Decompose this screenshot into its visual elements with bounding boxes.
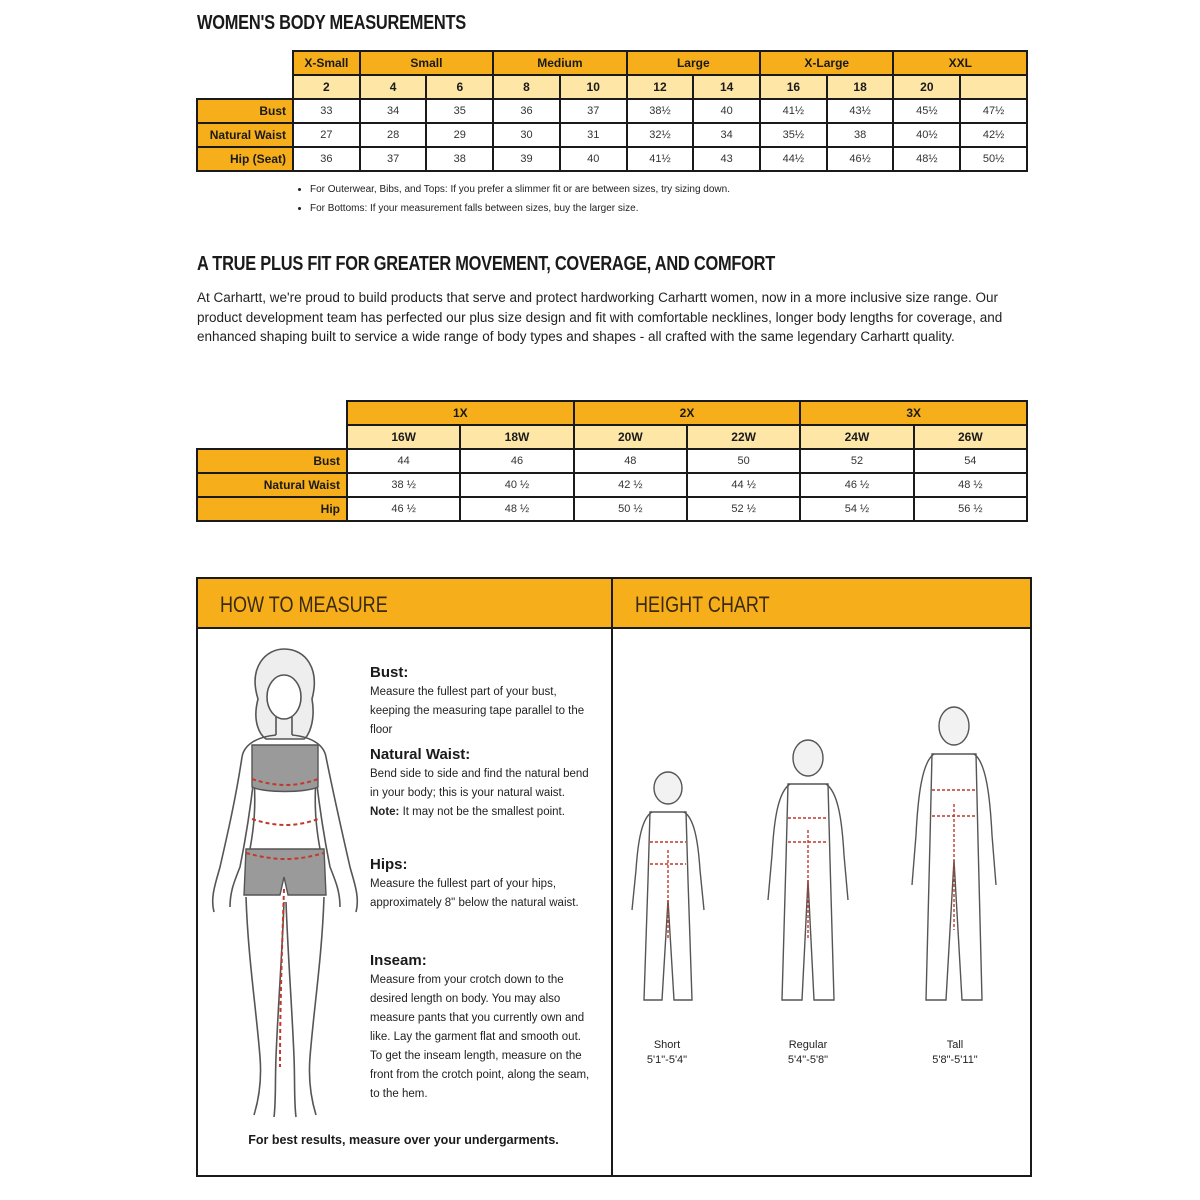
height-name: Short [653,1039,681,1051]
table-row [197,497,1027,521]
plus-size-table [196,400,1028,522]
size-number-row [197,75,1027,99]
table-row [197,473,1027,497]
note-item: • For Bottoms: If your measurement falls between sizes, buy the larger size. [310,199,1030,218]
size-number: 18 [827,75,894,99]
height-name: Regular [788,1039,828,1051]
table-cell: 36 [293,147,360,171]
table-cell: 43½ [827,99,894,123]
table-cell: 28 [360,123,427,147]
table-cell: 31 [560,123,627,147]
table-cell: 41½ [627,147,694,171]
size-number: 8 [493,75,560,99]
table-cell: 50½ [960,147,1027,171]
size-number: 16W [347,425,460,449]
measure-text: Measure from your crotch down to the desired length on body. You may also measure pants that you currently own and like. Lay the garment flat and smooth out. To get the inseam length, measure on the front from the crotch point, along the seam, to the hem. [370,974,590,1100]
figure-tall [912,707,996,1000]
measure-note [370,803,590,822]
size-number: 20W [574,425,687,449]
table-cell: 36 [493,99,560,123]
table-cell: 48 ½ [460,497,573,521]
size-number: 16 [760,75,827,99]
table-cell: 39 [493,147,560,171]
table-cell: 35 [426,99,493,123]
table-row [197,449,1027,473]
measure-heading: Bust: [370,664,409,681]
table-cell: 34 [360,99,427,123]
measure-waist [370,746,590,822]
table-cell: 47½ [960,99,1027,123]
size-number: 24W [800,425,913,449]
body-figure-illustration [196,627,376,1137]
table-cell: 54 [914,449,1027,473]
table-cell: 38 [426,147,493,171]
row-label: Hip (Seat) [197,147,293,171]
height-range: 5'8"-5'11" [932,1054,978,1066]
measure-bust [370,664,590,740]
how-to-measure-title: HOW TO MEASURE [220,592,388,617]
table-cell: 54 ½ [800,497,913,521]
table-cell: 38½ [627,99,694,123]
row-label: Hip [197,497,347,521]
table-cell: 34 [693,123,760,147]
table-row [197,123,1027,147]
size-group: 2X [574,401,801,425]
size-group: Large [627,51,760,75]
table-cell: 44 [347,449,460,473]
table-cell: 38 ½ [347,473,460,497]
table-cell: 40 [560,147,627,171]
size-number: 10 [560,75,627,99]
panel-header [198,579,613,629]
measure-text: Bend side to side and find the natural bend in your body; this is your natural waist. [370,768,589,799]
table-cell: 46 ½ [800,473,913,497]
size-group-row [197,401,1027,425]
measure-text: Measure the fullest part of your bust, keeping the measuring tape parallel to the floor [370,686,585,736]
note-label: Note: [370,806,400,818]
table-row [197,147,1027,171]
measure-inseam [370,952,590,1104]
table-cell: 40 [693,99,760,123]
size-group: X-Large [760,51,893,75]
sizing-notes [292,180,1030,218]
row-label: Natural Waist [197,473,347,497]
note-item: • For Outerwear, Bibs, and Tops: If you prefer a slimmer fit or are between sizes, try sizing down. [310,180,1030,199]
table-cell: 42½ [960,123,1027,147]
note-text: It may not be the smallest point. [399,806,565,818]
table-cell: 38 [827,123,894,147]
measure-heading: Natural Waist: [370,746,471,763]
table-cell: 50 ½ [574,497,687,521]
table-cell: 40½ [893,123,960,147]
size-group: Medium [493,51,626,75]
size-number: 2 [293,75,360,99]
table-cell: 32½ [627,123,694,147]
figure-short [632,772,704,1000]
height-name: Tall [946,1039,964,1051]
table-cell: 52 ½ [687,497,800,521]
table-cell: 48 [574,449,687,473]
table-row [197,99,1027,123]
height-figures-illustration [612,700,1028,1020]
size-group: 3X [800,401,1027,425]
table-cell: 42 ½ [574,473,687,497]
height-caption-short [622,1038,712,1068]
size-number: 6 [426,75,493,99]
table-cell: 46 ½ [347,497,460,521]
row-label: Bust [197,99,293,123]
table-cell: 48½ [893,147,960,171]
table-cell: 48 ½ [914,473,1027,497]
height-range: 5'1"-5'4" [646,1054,688,1066]
table-cell: 52 [800,449,913,473]
table-cell: 44½ [760,147,827,171]
table-cell: 33 [293,99,360,123]
plus-fit-paragraph: At Carhartt, we're proud to build products that serve and protect hardworking Carhartt women, now in a more inclusive size range. Our product development team has perfected our plus size design and fit with comfortable necklines, longer body lengths for coverage, and enhanced shaping built to service a wide range of body types and shapes - all crafted with the same legendary Carhartt quality. [197,290,1003,344]
height-caption-regular [763,1038,853,1068]
size-group: 1X [347,401,574,425]
table-cell: 46½ [827,147,894,171]
size-group-row [197,51,1027,75]
size-number-row [197,425,1027,449]
size-group: X-Small [293,51,360,75]
measure-hips [370,856,590,913]
table-cell: 29 [426,123,493,147]
size-number [960,75,1027,99]
measure-heading: Inseam: [370,952,427,969]
measure-footer: For best results, measure over your undergarments. [248,1133,559,1147]
table-cell: 35½ [760,123,827,147]
size-number: 14 [693,75,760,99]
panel-header [613,579,1030,629]
size-number: 20 [893,75,960,99]
size-number: 26W [914,425,1027,449]
size-number: 18W [460,425,573,449]
size-number: 12 [627,75,694,99]
height-chart-title: HEIGHT CHART [635,592,770,617]
table-cell: 40 ½ [460,473,573,497]
table-cell: 45½ [893,99,960,123]
table-cell: 46 [460,449,573,473]
section2-title: A TRUE PLUS FIT FOR GREATER MOVEMENT, COVERAGE, AND COMFORT [197,253,776,275]
measure-heading: Hips: [370,856,408,873]
table-cell: 37 [360,147,427,171]
table-cell: 41½ [760,99,827,123]
womens-size-table [196,50,1028,172]
height-caption-tall [910,1038,1000,1068]
size-group: Small [360,51,493,75]
figure-regular [768,740,848,1000]
table-cell: 37 [560,99,627,123]
table-cell: 44 ½ [687,473,800,497]
table-cell: 50 [687,449,800,473]
table-cell: 43 [693,147,760,171]
measure-text: Measure the fullest part of your hips, approximately 8" below the natural waist. [370,878,579,909]
section1-title: WOMEN'S BODY MEASUREMENTS [197,12,466,34]
table-cell: 27 [293,123,360,147]
row-label: Bust [197,449,347,473]
size-group: XXL [893,51,1027,75]
size-number: 22W [687,425,800,449]
size-number: 4 [360,75,427,99]
table-cell: 30 [493,123,560,147]
height-range: 5'4"-5'8" [787,1054,829,1066]
row-label: Natural Waist [197,123,293,147]
table-cell: 56 ½ [914,497,1027,521]
